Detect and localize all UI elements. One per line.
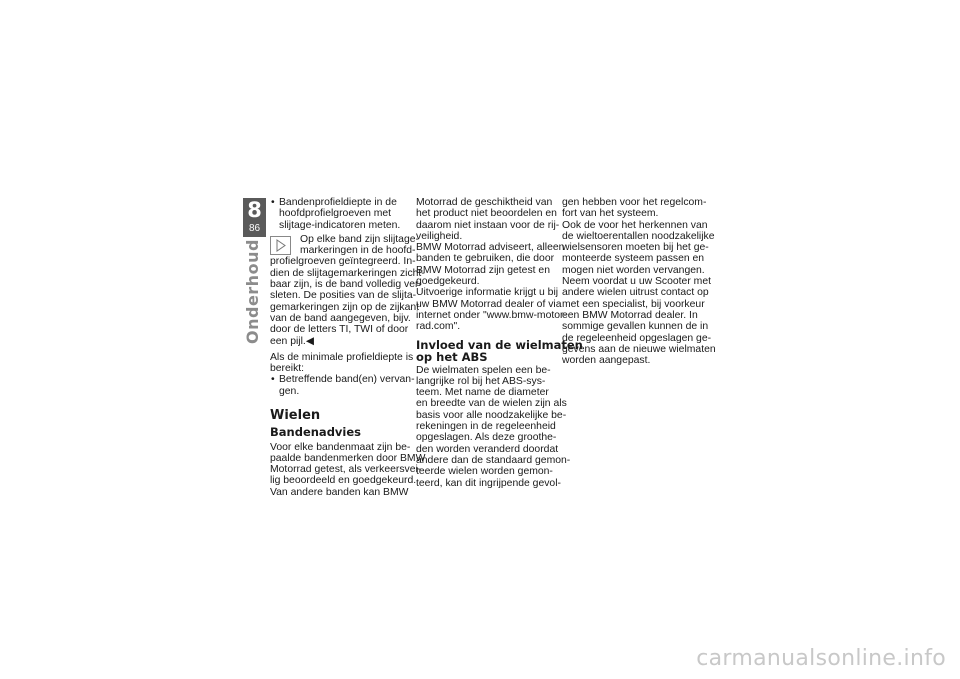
- paragraph: gen hebben voor het regelcom- fort van het systeem. Ook de voor het herkennen van de wieltoerentallen noodzakelijke wielsensoren moeten bij het ge- monteerde systeem passen en mogen niet worden vervangen. Neem voordat u uw Scooter met andere wielen uitrust contact op met een specialist, bij voorkeur een BMW Motorrad dealer. In sommige gevallen kunnen de in de regeleenheid opgeslagen ge- gevens aan de nieuwe wielmaten worden aangepast.: [562, 197, 716, 367]
- chapter-tab: [243, 198, 266, 237]
- column-3: [562, 197, 716, 367]
- paragraph: Motorrad de geschiktheid van het product niet beoordelen en daarom niet instaan voor de rij- veiligheid. BMW Motorrad adviseert, alleen banden te gebruiken, die door BMW Motorrad zijn getest en goedgekeurd. Uitvoerige informatie krijgt u bij uw BMW Motorrad dealer of via internet onder "www.bmw-motor- rad.com".: [416, 197, 567, 333]
- bullet-item: • Bandenprofieldiepte in de hoofdprofielgroeven met slijtage-indicatoren meten.: [270, 197, 407, 231]
- watermark-text[interactable]: carmanualsonline.info: [696, 646, 946, 671]
- column-1: [270, 197, 426, 498]
- column-2: [416, 197, 583, 489]
- section-heading: Wielen: [270, 408, 321, 424]
- subsection-heading: Bandenadvies: [270, 425, 362, 440]
- note-triangle-icon: [270, 236, 291, 255]
- paragraph: Voor elke bandenmaat zijn be- paalde bandenmerken door BMW Motorrad getest, als verkeersvei- lig beoordeeld en goedgekeurd. Van andere banden kan BMW: [270, 441, 426, 498]
- section-heading: Invloed van de wielmaten op het ABS: [416, 337, 583, 365]
- chapter-number: 8: [247, 198, 262, 222]
- chapter-title: Onderhoud: [243, 239, 262, 344]
- page-number: 86: [248, 223, 261, 234]
- paragraph: Als de minimale profieldiepte is bereikt:: [270, 351, 414, 375]
- bullet-item: • Betreffende band(en) vervan- gen.: [270, 374, 407, 397]
- paragraph: De wielmaten spelen een be- langrijke rol bij het ABS-sys- teem. Met name de diameter en breedte van de wielen zijn als basis voor alle noodzakelijke be- rekeningen in de regeleenheid opgeslagen. Als deze groothe- den worden veranderd doordat andere dan de standaard gemon- teerde wielen worden gemon- teerd, kan dit ingrijpende gevol-: [416, 364, 571, 489]
- note-block: Op elke band zijn slijtage- markeringen in de hoofd- profielgroeven geïntegreerd. In- dien de slijtagemarkeringen zicht- baar zijn, is de band volledig ver- sleten. De posities van de slijta- gemarkeringen zijn op de zijkant van de band aangegeven, bijv. door de letters TI, TWI of door een pijl.◀: [270, 233, 425, 347]
